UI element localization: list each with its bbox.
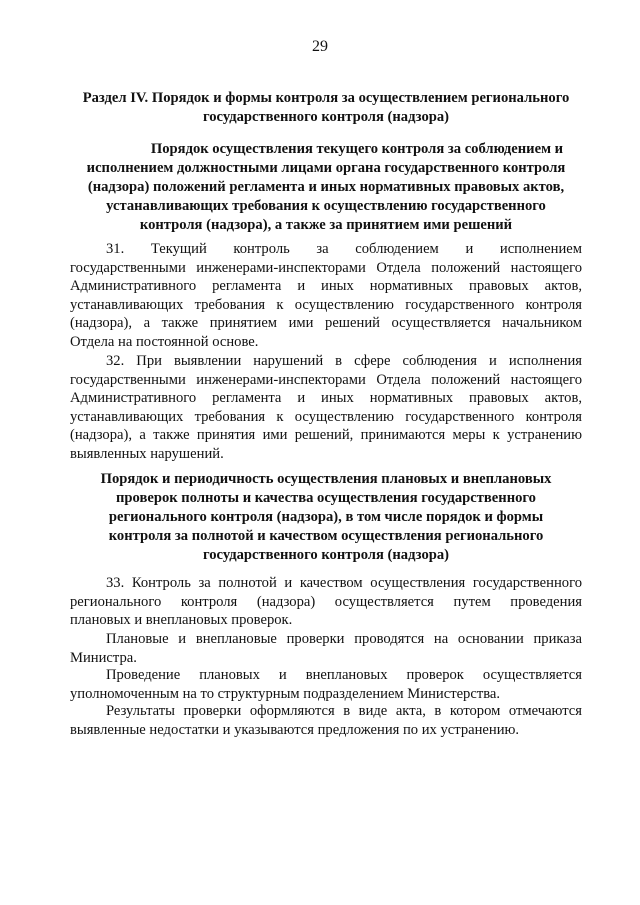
subheading-line: Порядок и периодичность осуществления плановых и внеплановых bbox=[100, 471, 552, 487]
paragraph-line: устанавливающих требования к осуществлению государственного контроля bbox=[70, 296, 582, 313]
subheading-line: контроля за полнотой и качеством осуществления регионального bbox=[108, 528, 544, 544]
subheading-line: государственного контроля (надзора) bbox=[202, 547, 450, 563]
subheading-line: проверок полноты и качества осуществления государственного bbox=[116, 490, 536, 506]
subheading-line: контроля (надзора), а также за принятием ими решений bbox=[139, 217, 513, 233]
paragraph-line: (надзора), а также принятием ими решений осуществляется начальником bbox=[70, 315, 582, 332]
paragraph-33-inspection-basis bbox=[70, 630, 582, 667]
section-heading bbox=[66, 89, 586, 127]
paragraph-line: Результаты проверки оформляются в виде акта, в котором отмечаются bbox=[106, 703, 582, 719]
subheading-planned-inspections bbox=[66, 470, 586, 565]
paragraph-line: Административного регламента и иных нормативных правовых актов, bbox=[70, 278, 582, 295]
paragraph-line: выявленных нарушений. bbox=[70, 445, 224, 462]
section-heading-line: Раздел IV. Порядок и формы контроля за осуществлением регионального bbox=[82, 90, 570, 106]
paragraph-line: Административного регламента и иных нормативных правовых актов, bbox=[70, 390, 582, 407]
paragraph-line: (надзора), а также принятия ими решений, принимаются меры к устранению bbox=[70, 427, 582, 444]
subheading-line: Порядок осуществления текущего контроля за соблюдением и bbox=[150, 141, 564, 157]
paragraph-33-inspection-conduct bbox=[70, 666, 582, 703]
section-heading-line: государственного контроля (надзора) bbox=[202, 109, 450, 125]
paragraph-31 bbox=[70, 240, 582, 352]
paragraph-line: Проведение плановых и внеплановых проверок осуществляется bbox=[106, 667, 582, 683]
subheading-current-control bbox=[66, 140, 586, 235]
paragraph-line: плановых и внеплановых проверок. bbox=[70, 612, 293, 629]
page-number: 29 bbox=[312, 38, 328, 55]
paragraph-33-inspection-results bbox=[70, 702, 582, 739]
subheading-line: исполнением должностными лицами органа государственного контроля bbox=[86, 160, 566, 176]
paragraph-line: 31. Текущий контроль за соблюдением и исполнением bbox=[106, 241, 582, 257]
paragraph-line: Отдела на постоянной основе. bbox=[70, 333, 259, 350]
paragraph-line: выявленные недостатки и указываются предложения по их устранению. bbox=[70, 721, 520, 738]
paragraph-line: государственными инженерами-инспекторами Отдела положений настоящего bbox=[70, 259, 582, 276]
paragraph-line: Плановые и внеплановые проверки проводятся на основании приказа bbox=[106, 631, 582, 647]
subheading-line: регионального контроля (надзора), в том числе порядок и формы bbox=[108, 509, 544, 525]
paragraph-line: регионального контроля (надзора) осуществляется путем проведения bbox=[70, 593, 582, 610]
paragraph-32 bbox=[70, 352, 582, 464]
paragraph-line: государственными инженерами-инспекторами Отдела положений настоящего bbox=[70, 371, 582, 388]
subheading-line: (надзора) положений регламента и иных нормативных правовых актов, bbox=[87, 179, 565, 195]
paragraph-line: 33. Контроль за полнотой и качеством осуществления государственного bbox=[106, 575, 582, 591]
paragraph-line: устанавливающих требования к осуществлению государственного контроля bbox=[70, 408, 582, 425]
paragraph-line: Министра. bbox=[70, 649, 137, 666]
paragraph-line: 32. При выявлении нарушений в сфере соблюдения и исполнения bbox=[106, 353, 582, 369]
paragraph-33 bbox=[70, 574, 582, 630]
subheading-line: устанавливающих требования к осуществлению государственного bbox=[106, 198, 546, 214]
paragraph-line: уполномоченным на то структурным подразделением Министерства. bbox=[70, 685, 501, 702]
